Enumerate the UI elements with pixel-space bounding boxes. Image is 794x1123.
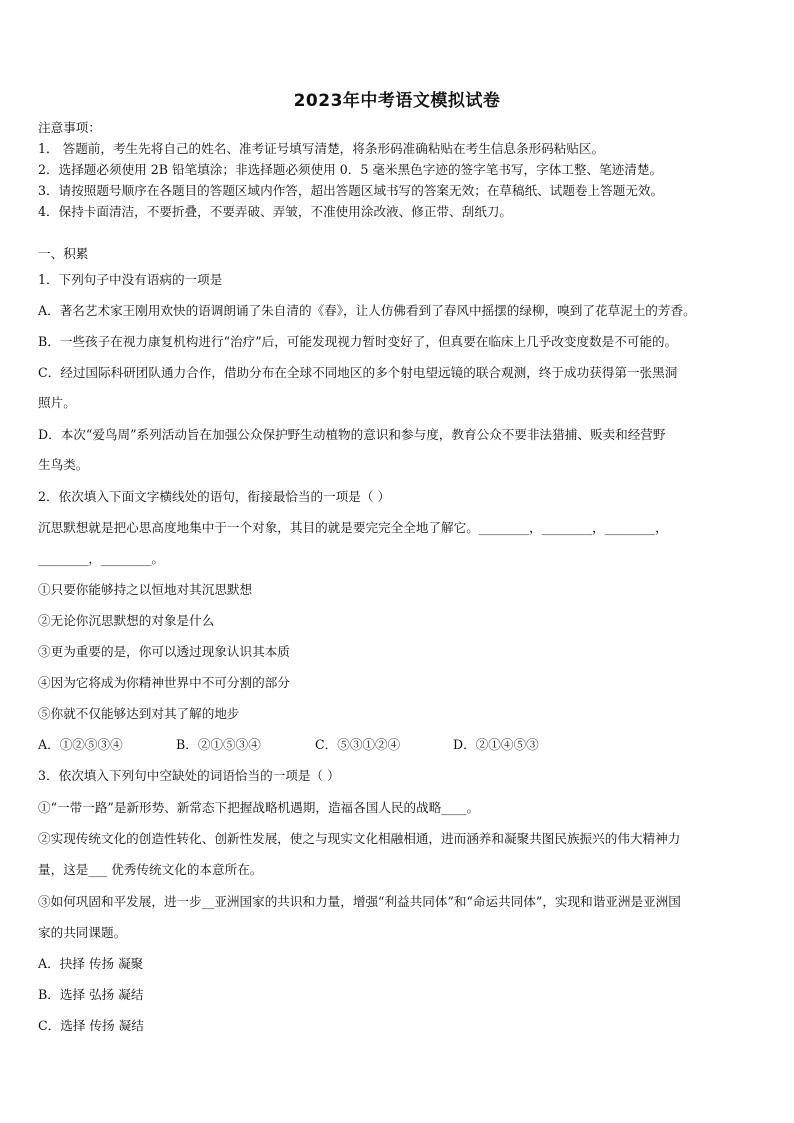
q2-passage-line2: ________，________。 xyxy=(38,551,164,566)
notice-heading: 注意事项： xyxy=(38,120,101,135)
q3-stem: 3．依次填入下列句中空缺处的词语恰当的一项是（ ） xyxy=(38,768,340,783)
q3-option-a: A．抉择 传扬 凝聚 xyxy=(38,956,144,971)
q2-sentence-4: ④因为它将成为你精神世界中不可分割的部分 xyxy=(38,675,290,690)
q3-sentence-2-line1: ②实现传统文化的创造性转化、创新性发展，使之与现实文化相融相通，进而涵养和凝聚共图民族振兴的伟大精神力 xyxy=(38,831,681,846)
q2-options xyxy=(38,735,760,755)
section-heading: 一、积累 xyxy=(38,246,89,261)
q2-sentence-5: ⑤你就不仅能够达到对其了解的地步 xyxy=(38,706,240,721)
q3-sentence-1: ①“一带一路”是新形势、新常态下把握战略机遇期，造福各国人民的战略____。 xyxy=(38,800,480,815)
q1-stem: 1．下列句子中没有语病的一项是 xyxy=(38,272,223,287)
q2-option-a: A．①②⑤③④ xyxy=(38,737,123,752)
page-title: 2023年中考语文模拟试卷 xyxy=(293,91,501,111)
q1-option-c-line2: 照片。 xyxy=(38,395,76,410)
q2-stem: 2．依次填入下面文字横线处的语句，衔接最恰当的一项是（ ） xyxy=(38,489,391,504)
q2-passage-line1: 沉思默想就是把心思高度地集中于一个对象，其目的就是要完完全全地了解它。________，________，________， xyxy=(38,520,668,535)
q2-option-c: C．⑤③①②④ xyxy=(315,737,401,752)
notice-item-1: 1． 答题前，考生先将自己的姓名、准考证号填写清楚，将条形码准确粘贴在考生信息条形码粘贴区。 xyxy=(38,141,605,156)
notice-item-3: 3．请按照题号顺序在各题目的答题区域内作答，超出答题区域书写的答案无效；在草稿纸、试题卷上答题无效。 xyxy=(38,183,664,198)
q1-option-c-line1: C．经过国际科研团队通力合作，借助分布在全球不同地区的多个射电望远镜的联合观测，终于成功获得第一张黑洞 xyxy=(38,365,678,380)
q1-option-d-line1: D．本次“爱鸟周”系列活动旨在加强公众保护野生动植物的意识和参与度，教育公众不要非法猎捕、贩卖和经营野 xyxy=(38,427,666,442)
q2-sentence-3: ③更为重要的是，你可以透过现象认识其本质 xyxy=(38,644,290,659)
q1-option-a: A．著名艺术家王刚用欢快的语调朗诵了朱自清的《春》，让人仿佛看到了春风中摇摆的绿柳，嗅到了花草泥土的芳香。 xyxy=(38,303,696,318)
q2-sentence-1: ①只要你能够持之以恒地对其沉思默想 xyxy=(38,582,253,597)
q3-sentence-3-line1: ③如何巩固和平发展，进一步__亚洲国家的共识和力量，增强“利益共同体”和“命运共同体”，实现和谐亚洲是亚洲国 xyxy=(38,894,681,909)
q2-option-d: D．②①④⑤③ xyxy=(453,737,539,752)
q3-sentence-2-line2: 量，这是___ 优秀传统文化的本意所在。 xyxy=(38,862,263,877)
q3-option-c: C．选择 传扬 凝结 xyxy=(38,1018,144,1033)
q2-sentence-2: ②无论你沉思默想的对象是什么 xyxy=(38,613,215,628)
q1-option-b: B．一些孩子在视力康复机构进行“治疗”后，可能发现视力暂时变好了，但真要在临床上几乎改变度数是不可能的。 xyxy=(38,334,678,349)
notice-item-2: 2．选择题必须使用 2B 铅笔填涂；非选择题必须使用 0．5 毫米黑色字迹的签字笔书写，字体工整、笔迹清楚。 xyxy=(38,162,663,177)
q1-option-d-line2: 生鸟类。 xyxy=(38,457,89,472)
q2-option-b: B．②①⑤③④ xyxy=(176,737,261,752)
q3-option-b: B．选择 弘扬 凝结 xyxy=(38,987,144,1002)
notice-item-4: 4．保持卡面清洁，不要折叠，不要弄破、弄皱，不准使用涂改液、修正带、刮纸刀。 xyxy=(38,204,512,219)
q3-sentence-3-line2: 家的共同课题。 xyxy=(38,925,127,940)
